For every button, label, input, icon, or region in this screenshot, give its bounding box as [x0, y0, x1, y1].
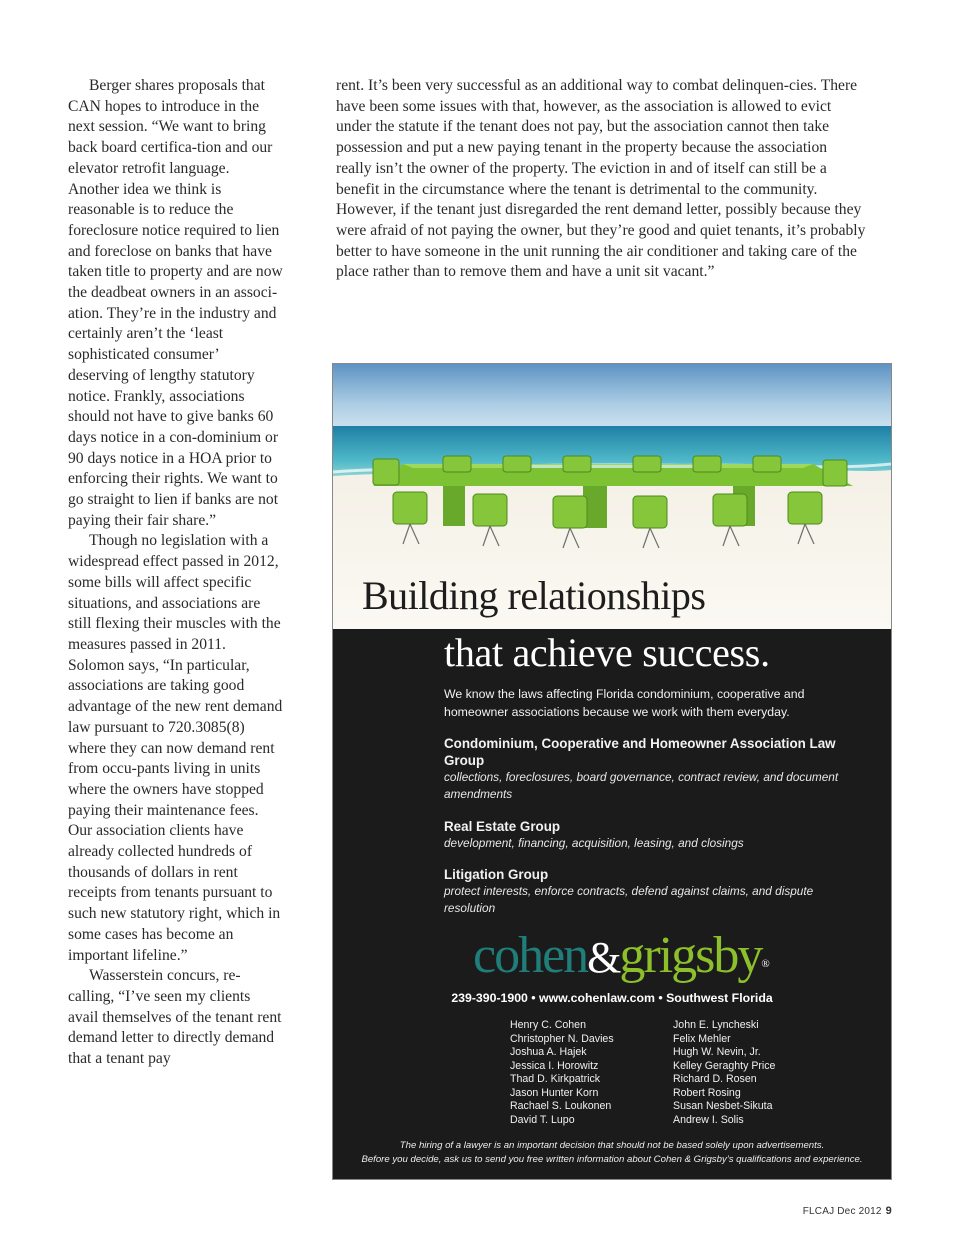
attorney-list-left [510, 1019, 614, 1127]
attorney-name: Joshua A. Hajek [510, 1046, 587, 1058]
logo-grigsby: grigsby [619, 927, 762, 984]
ad-contact-line: 239-390-1900 • www.cohenlaw.com • Southwest Florida [451, 991, 773, 1005]
attorney-name: Henry C. Cohen [510, 1019, 586, 1031]
practice-group-description: collections, foreclosures, board governance, contract review, and document amendments [444, 770, 839, 801]
disclaimer-line: The hiring of a lawyer is an important decision that should not be based solely upon advertisements. [399, 1140, 825, 1151]
practice-group-title: Condominium, Cooperative and Homeowner Association Law Group [444, 736, 836, 768]
attorney-name: Kelley Geraghty Price [673, 1059, 776, 1072]
ad-practice-group [444, 866, 864, 917]
practice-group-description: development, financing, acquisition, leasing, and closings [444, 836, 744, 850]
ad-intro-text: We know the laws affecting Florida condominium, cooperative and homeowner associations because we work with them everyday. [444, 687, 805, 719]
attorney-name: Richard D. Rosen [673, 1073, 757, 1085]
attorney-name: Jessica I. Horowitz [510, 1059, 599, 1072]
attorney-name: Hugh W. Nevin, Jr. [673, 1046, 761, 1058]
ad-disclaimer [333, 1139, 891, 1167]
attorney-name: Thad D. Kirkpatrick [510, 1073, 601, 1085]
article-right-column [336, 76, 866, 283]
ad-headline-line1: Building relationships [362, 573, 706, 618]
logo-cohen: cohen [473, 927, 588, 984]
attorney-name: Robert Rosing [673, 1086, 741, 1099]
ad-practice-group [444, 735, 864, 803]
attorney-list-right [673, 1019, 775, 1127]
practice-group-description: protect interests, enforce contracts, defend against claims, and dispute resolution [444, 884, 814, 915]
practice-group-title: Litigation Group [444, 867, 549, 882]
article-paragraph: Berger shares proposals that CAN hopes to introduce in the next session. “We want to bring back board certifica-tion and our elevator retrofit language. Another idea we think is reasonable is to reduce the foreclosure notice required to lien and foreclose on banks that have taken title to property and are now the deadbeat owners in an associ-ation. They’re in the industry and certainly aren’t the ‘least sophisticated consumer’ deserving of lengthy statutory notice. Frankly, associations should not have to give banks 60 days notice in a con-dominium or 90 days notice in a HOA prior to enforcing their rights. We want to go straight to lien if banks are not paying their fair share.” [68, 77, 283, 529]
article-paragraph: Though no legislation with a widespread effect passed in 2012, some bills will affect specific situations, and associations are still flexing their muscles with the measures passed in 2011. Solomon says, “In particular, associations are taking good advantage of the new rent demand law pursuant to 720.3085(8) where they can now demand rent from occu-pants living in units where the owners have stopped paying their maintenance fees. Our association clients have already collected hundreds of thousands of dollars in rent receipts from tenants pursuant to such new statutory right, which in some cases has become an important lifeline.” [68, 532, 283, 964]
attorney-name: Christopher N. Davies [510, 1032, 614, 1045]
article-paragraph: Wasserstein concurs, re-calling, “I’ve seen my clients avail themselves of the tenant rent demand letter to directly demand that a tenant pay [68, 967, 282, 1068]
cohen-grigsby-logo [473, 926, 768, 988]
ad-headline-line2: that achieve success. [444, 630, 770, 675]
attorney-name: Felix Mehler [673, 1032, 731, 1045]
attorney-name: Andrew I. Solis [673, 1113, 744, 1126]
disclaimer-line: Before you decide, ask us to send you free written information about Cohen & Grigsby’s qualifications and experience. [361, 1154, 863, 1165]
ad-practice-group [444, 818, 864, 852]
page-footer [803, 1205, 892, 1217]
attorney-name: David T. Lupo [510, 1113, 575, 1126]
attorney-name: Jason Hunter Korn [510, 1086, 599, 1099]
attorney-name: Susan Nesbet-Sikuta [673, 1100, 773, 1112]
article-left-column [68, 76, 283, 1070]
logo-ampersand: & [587, 933, 620, 982]
attorney-name: John E. Lyncheski [673, 1019, 759, 1031]
practice-group-title: Real Estate Group [444, 819, 561, 834]
cohen-grigsby-advertisement [332, 363, 892, 1180]
attorney-name: Rachael S. Loukonen [510, 1100, 612, 1112]
registered-mark: ® [761, 958, 768, 970]
publication-label: FLCAJ Dec 2012 [802, 1206, 882, 1217]
article-paragraph: rent. It’s been very successful as an additional way to combat delinquen-cies. There have been some issues with that, however, as the association is allowed to evict under the statute if the tenant does not pay, but the association cannot then take possession and put a new paying tenant in the property because the association really isn’t the owner of the property. The eviction in and of itself can still be a benefit in the circumstance where the tenant is detrimental to the community. However, if the tenant just disregarded the rent demand letter, possibly because they were afraid of not paying the owner, but they’re good and quiet tenants, it’s probably better to have someone in the unit running the air conditioner and taking care of the place rather than to remove them and have a unit sit vacant.” [336, 77, 866, 281]
page-number: 9 [885, 1205, 892, 1217]
